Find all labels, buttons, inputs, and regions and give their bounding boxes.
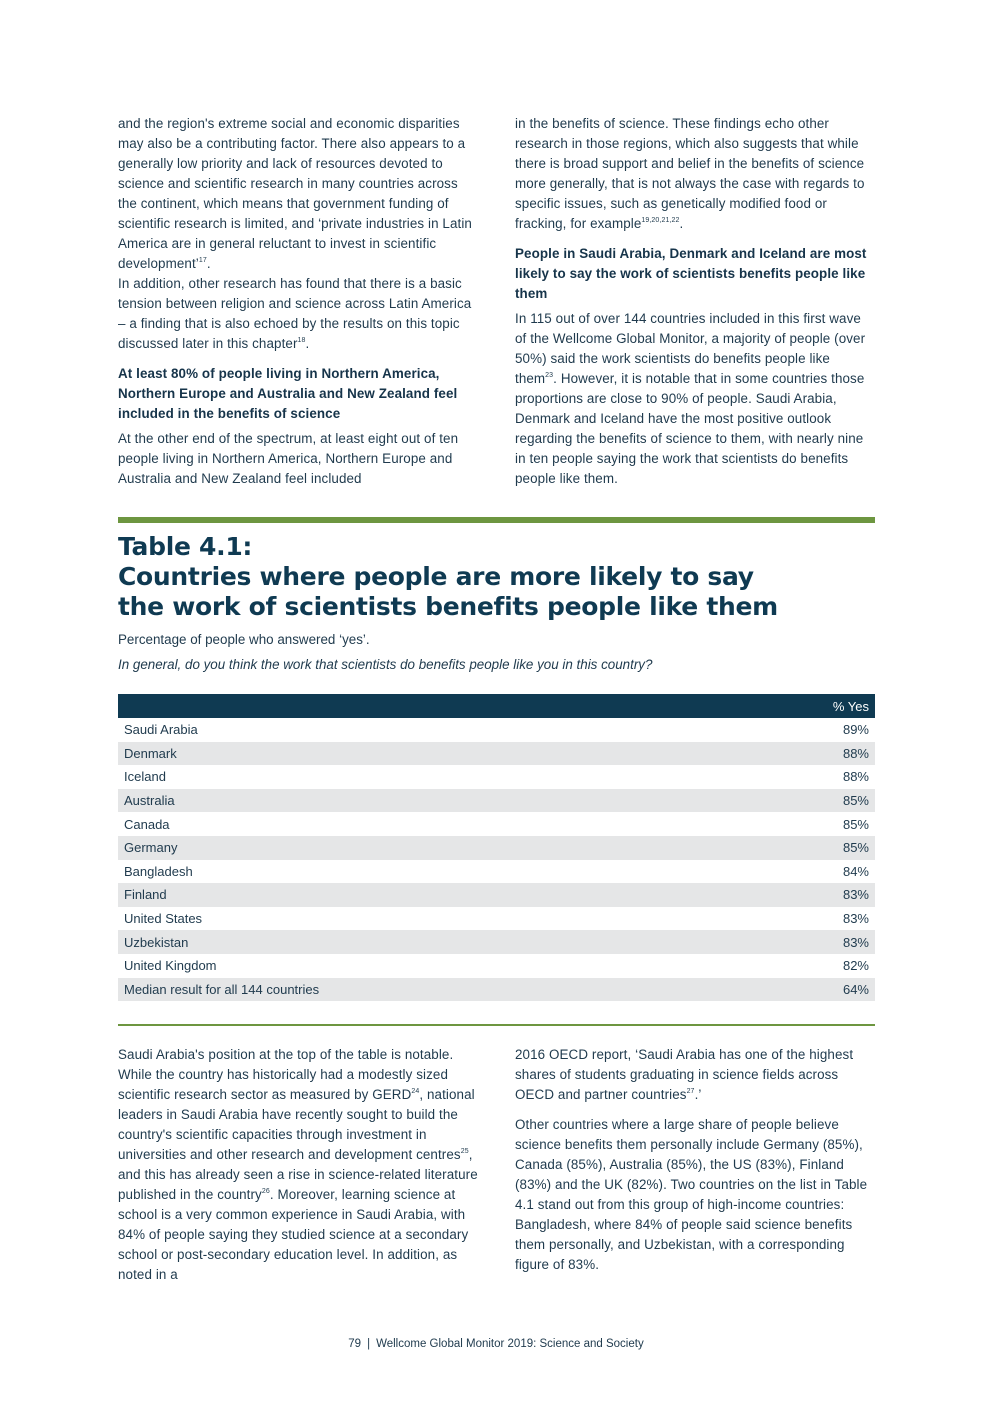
paragraph: At the other end of the spectrum, at least eight out of ten people living in Northern America, Northern Europe and Australia and New Zealand feel included [118, 431, 459, 486]
survey-question: In general, do you think the work that scientists do benefits people like you in this country? [118, 657, 653, 672]
paragraph: Saudi Arabia's position at the top of the table is notable. While the country has historically had a modestly sized scientific research sector as measured by GERD$^{24}$, national leaders in Saudi Arabia have recently sought to build the country's scientific capacities through investment in universities and other research and development centres$^{25}$, and this has already seen a rise in science-related literature published in the country$^{26}$. Moreover, learning science at school is a very common experience in Saudi Arabia, with 84% of people saying they studied science at a secondary school or post-secondary education level. In addition, as noted in a [118, 1047, 478, 1282]
bottom-right-column [515, 1045, 875, 1275]
value-cell: 84% [842, 863, 869, 879]
table-row-median [118, 978, 875, 1002]
table-row [118, 883, 875, 907]
country-cell: United Kingdom [124, 958, 217, 974]
country-cell: Saudi Arabia [124, 722, 198, 738]
section-heading: At least 80% of people living in Northern America, Northern Europe and Australia and New Zealand feel included in the benefits of science [118, 366, 458, 421]
table-bottom-divider [118, 1024, 875, 1026]
paragraph: and the region's extreme social and economic disparities may also be a contributing factor. There also appears to a generally low priority and lack of resources devoted to science and scientific research in many countries across the continent, which means that government funding of scientific research is limited, and ‘private industries in Latin America are in general reluctant to invest in scientific development’$^{17}$. [118, 116, 472, 271]
paragraph: In 115 out of over 144 countries included in this first wave of the Wellcome Global Monitor, a majority of people (over 50%) said the work scientists do benefits people like them$^{23}$. However, it is notable that in some countries those proportions are close to 90% of people. Saudi Arabia, Denmark and Iceland have the most positive outlook regarding the benefits of science to them, with nearly nine in ten people saying the work that scientists do benefits people like them. [515, 311, 866, 486]
value-cell: 82% [842, 958, 869, 974]
paragraph: Other countries where a large share of people believe science benefits them personally include Germany (85%), Canada (85%), Australia (85%), the US (83%), Finland (83%) and the UK (82%). Two countries on the list in Table 4.1 stand out from this group of high-income countries: Bangladesh, where 84% of people said science benefits them personally, and Uzbekistan, with a corresponding figure of 83%. [515, 1117, 868, 1272]
table-row [118, 789, 875, 813]
value-cell: 88% [842, 769, 869, 785]
value-cell: 83% [842, 911, 869, 927]
table-row [118, 860, 875, 884]
country-cell: Finland [118, 883, 732, 907]
value-cell: 83% [732, 883, 875, 907]
value-cell: 85% [732, 836, 875, 860]
paragraph: In addition, other research has found that there is a basic tension between religion and science across Latin America – a finding that is also echoed by the results on this topic discussed later in this chapter$^{18}$. [118, 276, 472, 351]
paragraph: in the benefits of science. These findings echo other research in those regions, which also suggests that while there is broad support and belief in the benefits of science more generally, that is not always the case with regards to specific issues, such as genetically modified food or fracking, for example$^{19,20,21,22}$. [515, 116, 865, 231]
table-row [118, 907, 875, 931]
header-country [118, 694, 732, 718]
country-cell: Australia [118, 789, 732, 813]
value-cell: 89% [842, 722, 869, 738]
table-row [118, 742, 875, 766]
country-cell: United States [124, 911, 203, 927]
country-cell: Denmark [118, 742, 732, 766]
table-row [118, 718, 875, 742]
header-percent-yes: % Yes [732, 694, 875, 718]
value-cell: 64% [732, 978, 875, 1002]
country-cell: Bangladesh [124, 863, 193, 879]
top-left-column [118, 114, 478, 489]
value-cell: 88% [732, 742, 875, 766]
table-row [118, 954, 875, 978]
page-footer [0, 1338, 992, 1350]
footer-separator: | [367, 1338, 371, 1350]
publication-title: Wellcome Global Monitor 2019: Science and Society [376, 1338, 644, 1350]
top-right-column [515, 114, 875, 489]
bottom-left-column [118, 1045, 478, 1285]
table-header-row [118, 694, 875, 718]
value-cell: 85% [732, 789, 875, 813]
countries-table [118, 694, 875, 1001]
value-cell: 85% [842, 816, 869, 832]
table-row [118, 836, 875, 860]
table-subtitle: Percentage of people who answered ‘yes’. [118, 632, 370, 647]
table-title: Table 4.1: Countries where people are more likely to say the work of scientists benefits people like them [118, 532, 778, 621]
value-cell: 83% [732, 930, 875, 954]
country-cell: Median result for all 144 countries [118, 978, 732, 1002]
page-number: 79 [348, 1338, 362, 1350]
table-row [118, 930, 875, 954]
table-row [118, 765, 875, 789]
paragraph: 2016 OECD report, ‘Saudi Arabia has one of the highest shares of students graduating in science fields across OECD and partner countries$^{27}$.’ [515, 1047, 854, 1102]
country-cell: Uzbekistan [118, 930, 732, 954]
section-heading: People in Saudi Arabia, Denmark and Iceland are most likely to say the work of scientists benefits people like them [515, 246, 867, 301]
country-cell: Iceland [124, 769, 166, 785]
section-divider [118, 517, 875, 523]
country-cell: Canada [124, 816, 170, 832]
country-cell: Germany [118, 836, 732, 860]
table-row [118, 812, 875, 836]
